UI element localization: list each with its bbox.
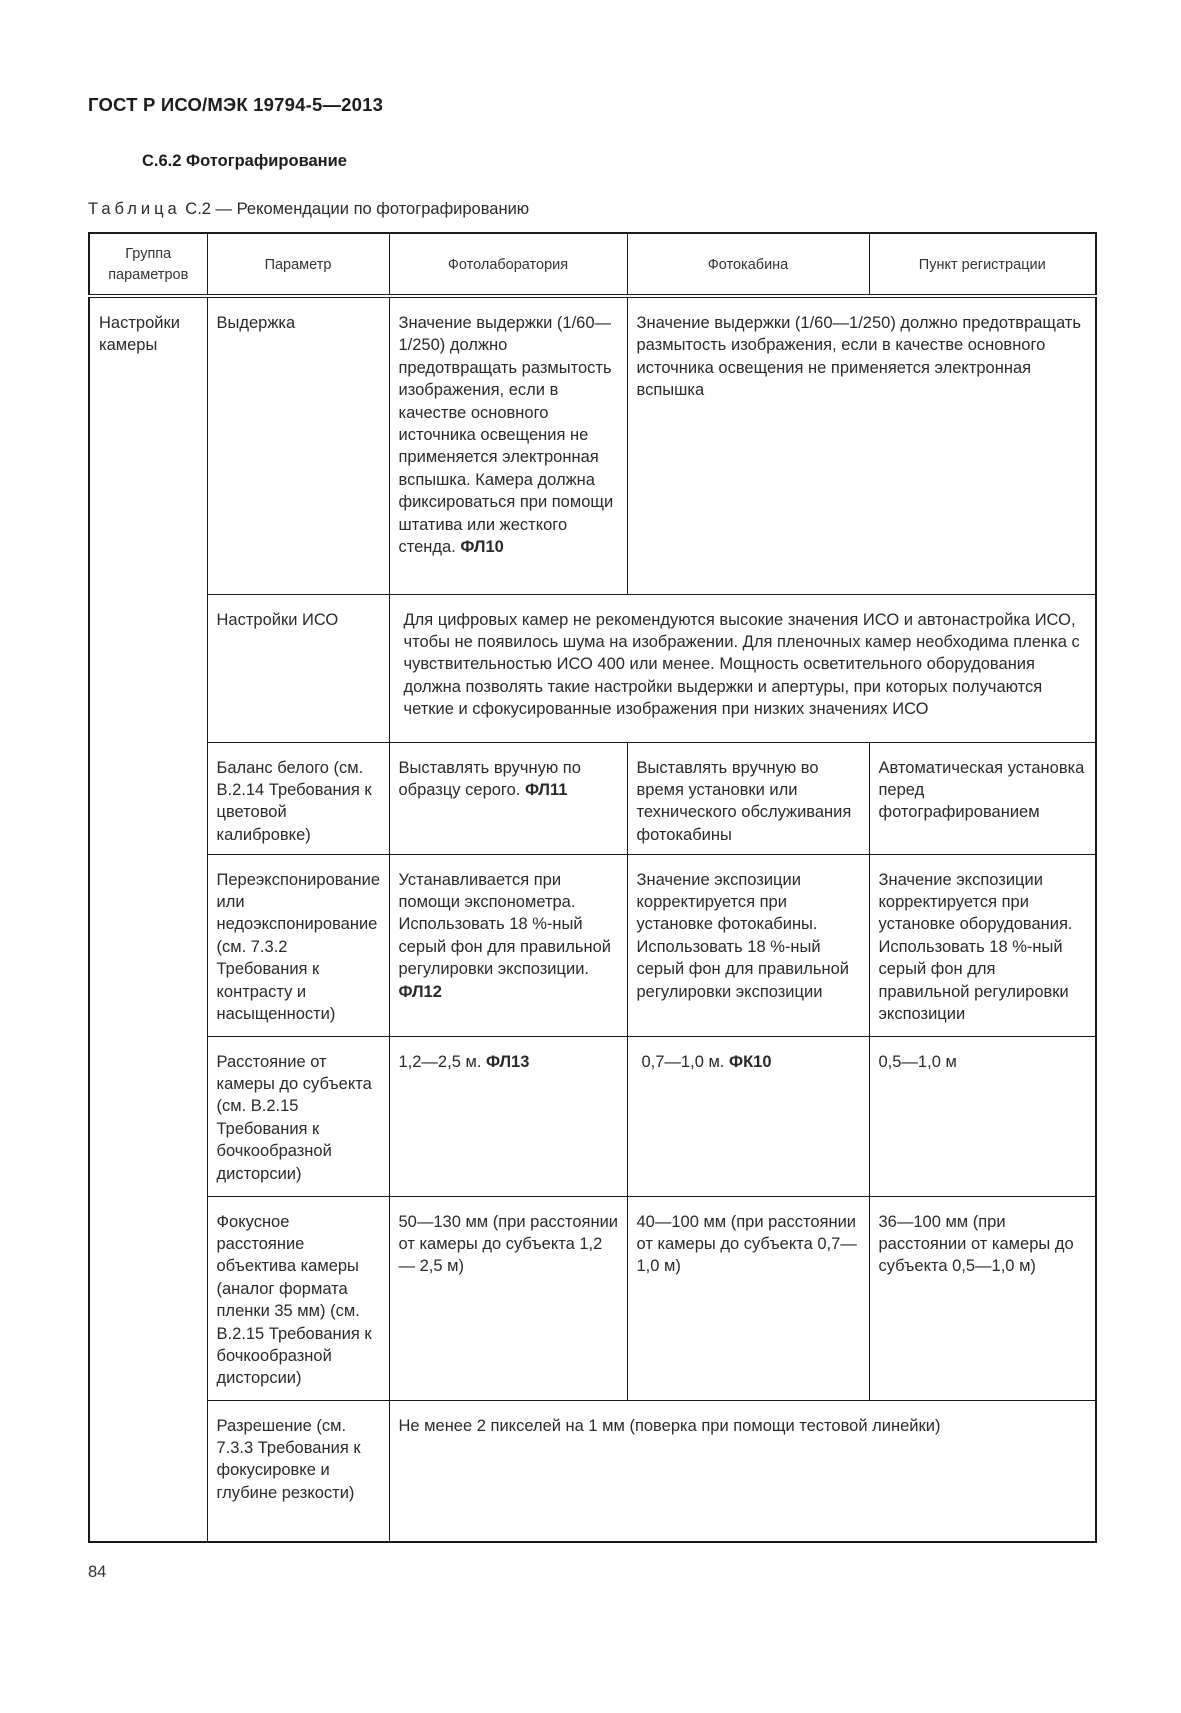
photolab-exposure-code: ФЛ10 (460, 538, 504, 557)
photobooth-white-balance: Выставлять вручную во время установки или технического обслуживания фотокабины (627, 742, 869, 854)
table-row-focal (89, 1196, 1096, 1400)
table-header-row (89, 233, 1096, 296)
param-white-balance: Баланс белого (см. В.2.14 Требования к цветовой калибровке) (207, 742, 389, 854)
param-exposure: Выдержка (207, 296, 389, 594)
registration-white-balance: Автоматическая установка перед фотографированием (869, 742, 1096, 854)
table-row-resolution (89, 1400, 1096, 1542)
table-row-iso (89, 594, 1096, 742)
merged-iso: Для цифровых камер не рекомендуются высокие значения ИСО и автонастройка ИСО, чтобы не появилось шума на изображении. Для пленочных камер необходима пленка с чувствительностью ИСО 400 или менее. Мощность осветительного оборудования должна позволять такие настройки выдержки и апертуры, при которых получаются четкие и сфокусированные изображения при низких значениях ИСО (389, 594, 1096, 742)
header-registration: Пункт регистрации (869, 233, 1096, 296)
table-caption-text: С.2 — Рекомендации по фотографированию (180, 200, 530, 218)
param-focal: Фокусное расстояние объектива камеры (аналог формата пленки 35 мм) (см. В.2.15 Требования к бочкообразной дисторсии) (207, 1196, 389, 1400)
param-overexposure: Переэкспонирование или недоэкспонирование (см. 7.3.2 Требования к контрасту и насыщенности) (207, 854, 389, 1036)
photolab-white-balance-text: Выставлять вручную по образцу серого. (398, 758, 581, 799)
photolab-distance-code: ФЛ13 (485, 1052, 530, 1071)
page-number: 84 (88, 1563, 107, 1581)
photobooth-distance-code: ФК10 (728, 1052, 772, 1071)
header-photobooth: Фотокабина (627, 233, 869, 296)
header-group: Группа параметров (89, 233, 207, 296)
merged-resolution: Не менее 2 пикселей на 1 мм (поверка при помощи тестовой линейки) (389, 1400, 1096, 1542)
param-resolution: Разрешение (см. 7.3.3 Требования к фокусировке и глубине резкости) (207, 1400, 389, 1542)
registration-focal: 36—100 мм (при расстоянии от камеры до субъекта 0,5—1,0 м) (869, 1196, 1096, 1400)
table-caption-word: Таблица (88, 200, 181, 218)
photobooth-focal: 40—100 мм (при расстоянии от камеры до субъекта 0,7—1,0 м) (627, 1196, 869, 1400)
header-param: Параметр (207, 233, 389, 296)
photolab-exposure-text: Значение выдержки (1/60—1/250) должно предотвращать размытость изображения, если в качестве основного источника освещения не применяется электронная вспышка. Камера должна фиксироваться при помощи штатива или жесткого стенда. (398, 314, 614, 557)
registration-distance: 0,5—1,0 м (869, 1036, 1096, 1196)
photobooth-distance-text: 0,7—1,0 м. (641, 1052, 725, 1071)
photolab-distance (389, 1036, 627, 1196)
photobooth-distance (627, 1036, 869, 1196)
header-photolab: Фотолаборатория (389, 233, 627, 296)
merged-exposure: Значение выдержки (1/60—1/250) должно предотвращать размытость изображения, если в качестве основного источника освещения не применяется электронная вспышка (627, 296, 1096, 594)
group-cell: Настройки камеры (89, 296, 207, 1542)
registration-overexposure: Значение экспозиции корректируется при установке оборудования. Использовать 18 %-ный серый фон для правильной регулировки экспозиции (869, 854, 1096, 1036)
photolab-white-balance-code: ФЛ11 (524, 780, 568, 799)
param-iso: Настройки ИСО (207, 594, 389, 742)
table-row-white-balance (89, 742, 1096, 854)
photolab-overexposure (389, 854, 627, 1036)
table-row-distance (89, 1036, 1096, 1196)
section-title: С.6.2 Фотографирование (142, 152, 347, 170)
photolab-distance-text: 1,2—2,5 м. (398, 1052, 482, 1071)
document-code: ГОСТ Р ИСО/МЭК 19794-5—2013 (88, 94, 384, 115)
table-row-overexposure (89, 854, 1096, 1036)
photobooth-overexposure: Значение экспозиции корректируется при установке фотокабины. Использовать 18 %-ный серый фон для правильной регулировки экспозиции (627, 854, 869, 1036)
photolab-overexposure-code: ФЛ12 (398, 982, 442, 1001)
table-caption (88, 200, 529, 219)
table-row-exposure (89, 296, 1096, 594)
photolab-overexposure-text: Устанавливается при помощи экспонометра. Использовать 18 %-ный серый фон для правильной регулировки экспозиции. (398, 870, 611, 979)
photography-recommendations-table (88, 232, 1097, 1543)
photolab-exposure (389, 296, 627, 594)
photolab-focal: 50—130 мм (при расстоянии от камеры до субъекта 1,2— 2,5 м) (389, 1196, 627, 1400)
photolab-white-balance (389, 742, 627, 854)
param-distance: Расстояние от камеры до субъекта (см. В.2.15 Требования к бочкообразной дисторсии) (207, 1036, 389, 1196)
